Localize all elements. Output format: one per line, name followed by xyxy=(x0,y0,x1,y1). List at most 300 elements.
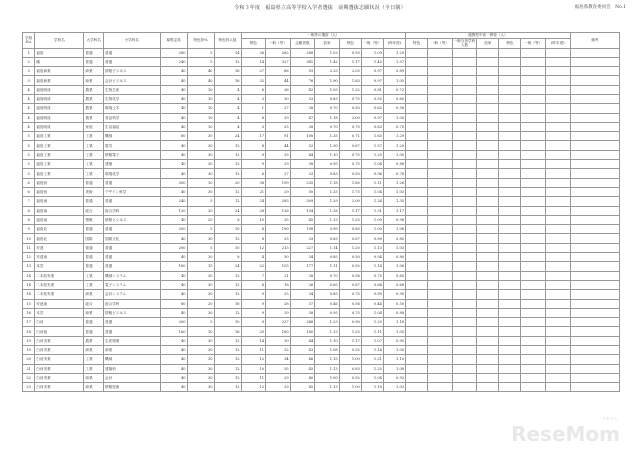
empty-cell xyxy=(521,160,546,169)
cell-total: 52 xyxy=(290,141,315,150)
cell-pt: 1.80 xyxy=(339,178,361,187)
cell-t: 14 xyxy=(241,57,266,66)
cell-i: 30 xyxy=(266,336,291,345)
cell-ratio: 30 xyxy=(187,271,214,280)
cell-i: 33 xyxy=(266,383,291,392)
cell-b: 0.83 xyxy=(315,169,340,178)
empty-cell xyxy=(477,206,499,215)
cell-b: 1.13 xyxy=(315,364,340,373)
cell-gakka: 普通 xyxy=(84,48,104,57)
cell-i: 160 xyxy=(266,327,291,336)
empty-cell xyxy=(428,308,453,317)
cell-pb: 1.25 xyxy=(361,150,383,159)
cell-total: 44 xyxy=(290,150,315,159)
empty-cell xyxy=(499,85,521,94)
empty-cell xyxy=(477,373,499,382)
empty-cell xyxy=(570,141,619,150)
empty-cell xyxy=(499,364,521,373)
empty-cell xyxy=(570,57,619,66)
cell-i: 32 xyxy=(266,346,291,355)
cell-ratio: 10 xyxy=(187,113,214,122)
empty-cell xyxy=(452,225,477,234)
empty-cell xyxy=(499,308,521,317)
cell-i: 39 xyxy=(266,113,291,122)
cell-pb: 0.75 xyxy=(361,271,383,280)
cell-ratio: 5 xyxy=(187,197,214,206)
cell-pr: 0.56 xyxy=(383,104,405,113)
cell-school: 福島明成 xyxy=(35,122,84,131)
empty-cell xyxy=(521,104,546,113)
cell-shougakka: 機械 xyxy=(104,355,160,364)
cell-no: 6 xyxy=(23,178,35,187)
empty-cell xyxy=(545,373,570,382)
empty-cell xyxy=(477,383,499,392)
cell-pr: 1.17 xyxy=(383,206,405,215)
empty-cell xyxy=(521,122,546,131)
empty-cell xyxy=(406,299,428,308)
cell-pb: 1.09 xyxy=(361,48,383,57)
empty-cell xyxy=(452,308,477,317)
empty-cell xyxy=(428,122,453,131)
cell-pr: 0.65 xyxy=(383,271,405,280)
cell-b: 1.10 xyxy=(315,150,340,159)
cell-gakka: 普通 xyxy=(84,178,104,187)
empty-cell xyxy=(477,271,499,280)
empty-cell xyxy=(477,94,499,103)
empty-cell xyxy=(545,76,570,85)
empty-cell xyxy=(570,336,619,345)
cell-shougakka: 普通 xyxy=(104,318,160,327)
empty-cell xyxy=(477,113,499,122)
cell-ratio: 40 xyxy=(187,76,214,85)
empty-cell xyxy=(521,271,546,280)
empty-cell xyxy=(521,215,546,224)
empty-cell xyxy=(570,225,619,234)
cell-t: 8 xyxy=(241,225,266,234)
cell-i: 25 xyxy=(266,290,291,299)
empty-cell xyxy=(406,206,428,215)
cell-shougakka: 機械 xyxy=(104,132,160,141)
cell-tok: 8 xyxy=(214,215,241,224)
cell-t: 20 xyxy=(241,327,266,336)
empty-cell xyxy=(570,132,619,141)
cell-pr: 0.78 xyxy=(383,169,405,178)
empty-cell xyxy=(521,169,546,178)
cell-school: 福島明成 xyxy=(35,85,84,94)
empty-cell xyxy=(521,225,546,234)
cell-shougakka: 環境土木 xyxy=(104,104,160,113)
empty-cell xyxy=(570,373,619,382)
cell-pr: 0.80 xyxy=(383,253,405,262)
table-row xyxy=(23,104,620,113)
cell-tok: 12 xyxy=(214,141,241,150)
cell-no: 12 xyxy=(23,253,35,262)
cell-total: 34 xyxy=(290,290,315,299)
cell-t: 14 xyxy=(241,336,266,345)
header-school: 学校名 xyxy=(35,33,84,49)
cell-i: 28 xyxy=(266,299,291,308)
empty-cell xyxy=(428,243,453,252)
cell-pb: 0.96 xyxy=(361,169,383,178)
table-row xyxy=(23,299,620,308)
cell-i: 21 xyxy=(266,271,291,280)
cell-pr: 1.05 xyxy=(383,76,405,85)
cell-pb: 1.18 xyxy=(361,383,383,392)
source-label: 福島県教育委員会 No.1 xyxy=(574,5,626,10)
empty-cell xyxy=(406,57,428,66)
cell-b: 1.08 xyxy=(315,346,340,355)
cell-tok: 14 xyxy=(214,48,241,57)
cell-ratio: 5 xyxy=(187,318,214,327)
empty-cell xyxy=(570,364,619,373)
cell-tok: 4 xyxy=(214,94,241,103)
empty-cell xyxy=(477,150,499,159)
empty-cell xyxy=(452,150,477,159)
cell-pt: 2.05 xyxy=(339,67,361,76)
cell-school: 白河実業 xyxy=(35,373,84,382)
empty-cell xyxy=(521,253,546,262)
cell-ratio: 30 xyxy=(187,234,214,243)
cell-shougakka: 情報ビジネス xyxy=(104,67,160,76)
cell-school: 福島商業 xyxy=(35,76,84,85)
cell-school: 安達 xyxy=(35,243,84,252)
cell-pb: 0.97 xyxy=(361,67,383,76)
cell-t: 8 xyxy=(241,280,266,289)
cell-pt: 0.71 xyxy=(339,132,361,141)
cell-t: 28 xyxy=(241,206,266,215)
empty-cell xyxy=(428,280,453,289)
empty-cell xyxy=(428,94,453,103)
empty-cell xyxy=(521,290,546,299)
empty-cell xyxy=(570,355,619,364)
cell-b: 1.29 xyxy=(315,197,340,206)
cell-gakka: 工業 xyxy=(84,169,104,178)
empty-cell xyxy=(452,299,477,308)
cell-school: 福島西 xyxy=(35,187,84,196)
cell-pr: 1.03 xyxy=(383,187,405,196)
empty-cell xyxy=(406,336,428,345)
cell-b: 0.65 xyxy=(315,280,340,289)
cell-pr: 1.26 xyxy=(383,178,405,187)
cell-ratio: 20 xyxy=(187,299,214,308)
cell-total: 34 xyxy=(290,253,315,262)
cell-pt: 1.32 xyxy=(339,85,361,94)
cell-boshu: 40 xyxy=(160,122,187,131)
empty-cell xyxy=(499,178,521,187)
cell-boshu: 40 xyxy=(160,215,187,224)
cell-boshu: 120 xyxy=(160,206,187,215)
header-chi-tokushoku: 特色 xyxy=(406,38,428,48)
empty-cell xyxy=(545,225,570,234)
cell-pr: 0.68 xyxy=(383,280,405,289)
empty-cell xyxy=(499,104,521,113)
empty-cell xyxy=(406,243,428,252)
empty-cell xyxy=(545,113,570,122)
cell-boshu: 280 xyxy=(160,48,187,57)
cell-b: 2.33 xyxy=(315,67,340,76)
empty-cell xyxy=(570,206,619,215)
empty-cell xyxy=(477,262,499,271)
cell-pr: 0.60 xyxy=(383,94,405,103)
cell-gakka: 総合 xyxy=(84,206,104,215)
cell-gakka: 普通 xyxy=(84,57,104,66)
cell-ratio: 15 xyxy=(187,262,214,271)
cell-t: 36 xyxy=(241,178,266,187)
empty-cell xyxy=(477,67,499,76)
table-row xyxy=(23,355,620,364)
cell-no: 3 xyxy=(23,67,35,76)
empty-cell xyxy=(521,383,546,392)
cell-ratio: 30 xyxy=(187,308,214,317)
empty-cell xyxy=(452,243,477,252)
empty-cell xyxy=(477,197,499,206)
cell-shougakka: 機械システム xyxy=(104,271,160,280)
table-body xyxy=(23,48,620,392)
cell-gakka: 工業 xyxy=(84,150,104,159)
cell-pb: 1.31 xyxy=(361,206,383,215)
empty-cell xyxy=(452,215,477,224)
empty-cell xyxy=(452,113,477,122)
empty-cell xyxy=(521,364,546,373)
empty-cell xyxy=(477,253,499,262)
cell-no: 10 xyxy=(23,234,35,243)
cell-school: 白河実業 xyxy=(35,355,84,364)
cell-shougakka: 電子システム xyxy=(104,280,160,289)
empty-cell xyxy=(452,187,477,196)
empty-cell xyxy=(428,187,453,196)
table-row xyxy=(23,215,620,224)
cell-tok: 16 xyxy=(214,327,241,336)
empty-cell xyxy=(570,299,619,308)
cell-no: 5 xyxy=(23,132,35,141)
empty-cell xyxy=(521,373,546,382)
empty-cell xyxy=(570,243,619,252)
cell-pt: 0.93 xyxy=(339,48,361,57)
empty-cell xyxy=(545,327,570,336)
cell-school: 福島工業 xyxy=(35,141,84,150)
cell-school: 橘 xyxy=(35,57,84,66)
empty-cell xyxy=(406,150,428,159)
cell-i: 215 xyxy=(266,243,291,252)
table-row xyxy=(23,364,620,373)
cell-b: 1.23 xyxy=(315,318,340,327)
cell-ratio: 30 xyxy=(187,187,214,196)
cell-tok: 10 xyxy=(214,243,241,252)
empty-cell xyxy=(406,48,428,57)
cell-shougakka: 情報電子 xyxy=(104,150,160,159)
cell-pr: 0.93 xyxy=(383,373,405,382)
empty-cell xyxy=(477,225,499,234)
cell-shougakka: 情報ビジネス xyxy=(104,215,160,224)
cell-boshu: 40 xyxy=(160,290,187,299)
header-bairitsu: 倍率 xyxy=(315,38,340,48)
empty-cell xyxy=(545,355,570,364)
cell-boshu: 40 xyxy=(160,160,187,169)
cell-i: 285 xyxy=(266,197,291,206)
cell-b: 1.30 xyxy=(315,141,340,150)
empty-cell xyxy=(570,169,619,178)
cell-t: 12 xyxy=(241,355,266,364)
cell-tok: 12 xyxy=(214,160,241,169)
empty-cell xyxy=(406,122,428,131)
cell-pb: 1.57 xyxy=(361,141,383,150)
cell-i: 66 xyxy=(266,67,291,76)
empty-cell xyxy=(521,206,546,215)
header-shougakka: 小学科名 xyxy=(104,33,160,49)
empty-cell xyxy=(570,150,619,159)
cell-pb: 1.25 xyxy=(361,364,383,373)
empty-cell xyxy=(521,243,546,252)
table-row xyxy=(23,373,620,382)
cell-no: 11 xyxy=(23,243,35,252)
header-gakka: 大学科名 xyxy=(84,33,104,49)
cell-pr: 1.35 xyxy=(383,197,405,206)
empty-cell xyxy=(477,318,499,327)
cell-pr: 1.57 xyxy=(383,57,405,66)
empty-cell xyxy=(570,76,619,85)
empty-cell xyxy=(428,178,453,187)
cell-total: 45 xyxy=(290,215,315,224)
empty-cell xyxy=(406,318,428,327)
header-tokushoku: 特色 xyxy=(241,38,266,48)
cell-t: 8 xyxy=(241,113,266,122)
empty-cell xyxy=(477,76,499,85)
cell-pb: 1.14 xyxy=(361,346,383,355)
header-boshu: 募集定員 xyxy=(160,33,187,49)
header-chi-prev-ippan: 一般（等） xyxy=(521,38,546,48)
cell-b: 1.05 xyxy=(315,85,340,94)
cell-pb: 0.44 xyxy=(361,299,383,308)
cell-total: 28 xyxy=(290,104,315,113)
cell-t: 8 xyxy=(241,234,266,243)
empty-cell xyxy=(545,169,570,178)
cell-pt: 0.75 xyxy=(339,94,361,103)
cell-shougakka: デザイン科学 xyxy=(104,187,160,196)
cell-school: 福島明成 xyxy=(35,113,84,122)
cell-b: 0.85 xyxy=(315,253,340,262)
empty-cell xyxy=(452,57,477,66)
cell-no: 5 xyxy=(23,150,35,159)
cell-tok: 8 xyxy=(214,253,241,262)
cell-no: 19 xyxy=(23,336,35,345)
cell-ratio: 5 xyxy=(187,243,214,252)
cell-pb: 0.89 xyxy=(361,290,383,299)
cell-ratio: 10 xyxy=(187,94,214,103)
empty-cell xyxy=(499,262,521,271)
cell-total: 341 xyxy=(290,57,315,66)
table-row xyxy=(23,122,620,131)
cell-pr: 1.06 xyxy=(383,262,405,271)
empty-cell xyxy=(477,346,499,355)
cell-pb: 0.97 xyxy=(361,76,383,85)
empty-cell xyxy=(545,234,570,243)
cell-gakka: 工業 xyxy=(84,271,104,280)
empty-cell xyxy=(499,234,521,243)
cell-boshu: 200 xyxy=(160,243,187,252)
empty-cell xyxy=(477,243,499,252)
empty-cell xyxy=(521,67,546,76)
cell-total: 28 xyxy=(290,271,315,280)
cell-pb: 0.63 xyxy=(361,122,383,131)
empty-cell xyxy=(570,262,619,271)
cell-boshu: 40 xyxy=(160,280,187,289)
cell-tok: 4 xyxy=(214,85,241,94)
empty-cell xyxy=(428,225,453,234)
cell-pr: 1.05 xyxy=(383,327,405,336)
empty-cell xyxy=(452,197,477,206)
cell-gakka: 農業 xyxy=(84,336,104,345)
cell-school: 白河旭 xyxy=(35,327,84,336)
cell-pr: 1.00 xyxy=(383,346,405,355)
cell-b: 0.83 xyxy=(315,94,340,103)
cell-ratio: 30 xyxy=(187,150,214,159)
cell-pb: 1.04 xyxy=(361,373,383,382)
cell-no: 4 xyxy=(23,104,35,113)
table-row xyxy=(23,94,620,103)
cell-pt: 0.90 xyxy=(339,318,361,327)
empty-cell xyxy=(452,290,477,299)
cell-gakka: 工業 xyxy=(84,141,104,150)
table-row xyxy=(23,383,620,392)
cell-shougakka: 会計システム xyxy=(104,290,160,299)
cell-b: 1.18 xyxy=(315,113,340,122)
cell-t: 11 xyxy=(241,346,266,355)
cell-t: 21 xyxy=(241,187,266,196)
cell-pr: 1.10 xyxy=(383,355,405,364)
empty-cell xyxy=(428,132,453,141)
cell-shougakka: 総合学科 xyxy=(104,299,160,308)
empty-cell xyxy=(452,178,477,187)
empty-cell xyxy=(545,336,570,345)
cell-school: 二本松実業 xyxy=(35,290,84,299)
cell-pt: 1.00 xyxy=(339,383,361,392)
cell-total: 198 xyxy=(290,225,315,234)
empty-cell xyxy=(406,94,428,103)
document-title: 令和３年度 福島県立高等学校入学者選抜 前期選抜志願状況（全日制） xyxy=(234,5,406,11)
empty-cell xyxy=(406,178,428,187)
cell-i: 199 xyxy=(266,178,291,187)
cell-b: 1.35 xyxy=(315,132,340,141)
cell-pt: 0.75 xyxy=(339,308,361,317)
empty-cell xyxy=(570,178,619,187)
cell-gakka: 情報 xyxy=(84,215,104,224)
cell-no: 2 xyxy=(23,57,35,66)
cell-t: 9 xyxy=(241,299,266,308)
cell-i: 190 xyxy=(266,225,291,234)
cell-t: 9 xyxy=(241,150,266,159)
cell-ratio: 30 xyxy=(187,355,214,364)
empty-cell xyxy=(452,355,477,364)
empty-cell xyxy=(406,67,428,76)
cell-ratio: 10 xyxy=(187,178,214,187)
cell-boshu: 40 xyxy=(160,271,187,280)
cell-t: 9 xyxy=(241,318,266,327)
cell-gakka: 商業 xyxy=(84,76,104,85)
cell-ratio: 20 xyxy=(187,253,214,262)
cell-pr: 0.88 xyxy=(383,160,405,169)
cell-school: 福島北 xyxy=(35,234,84,243)
cell-total: 288 xyxy=(290,48,315,57)
cell-t: 10 xyxy=(241,364,266,373)
table-row xyxy=(23,169,620,178)
cell-i: 29 xyxy=(266,187,291,196)
empty-cell xyxy=(521,113,546,122)
cell-pt: 2.00 xyxy=(339,197,361,206)
cell-boshu: 200 xyxy=(160,318,187,327)
cell-gakka: 工業 xyxy=(84,364,104,373)
cell-tok: 24 xyxy=(214,262,241,271)
empty-cell xyxy=(477,85,499,94)
